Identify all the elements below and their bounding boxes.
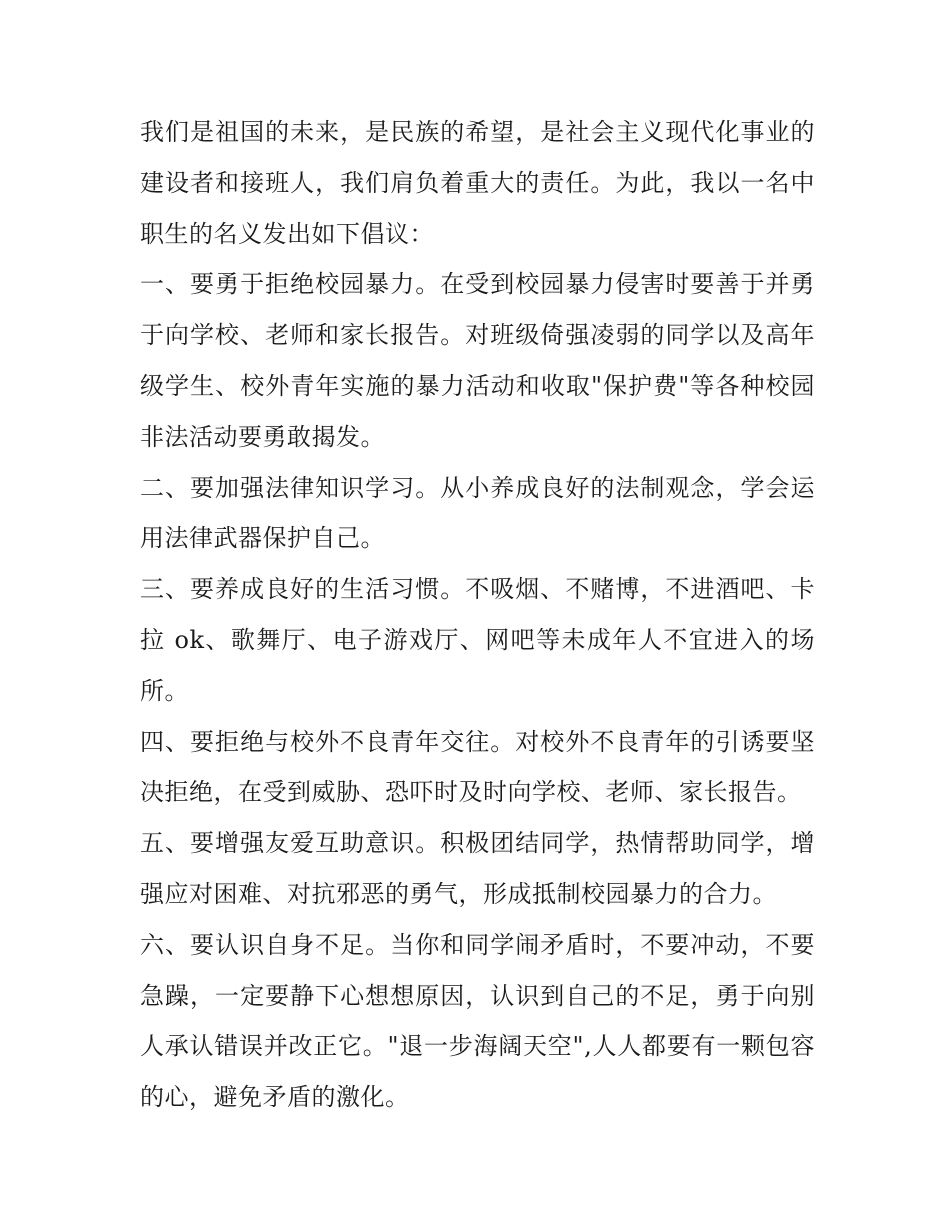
paragraph-point-3: 三、要养成良好的生活习惯。不吸烟、不赌博，不进酒吧、卡拉 ok、歌舞厅、电子游戏厅、网吧等未成年人不宜进入的场所。	[140, 575, 815, 705]
paragraph-point-1: 一、要勇于拒绝校园暴力。在受到校园暴力侵害时要善于并勇于向学校、老师和家长报告。对班级倚强凌弱的同学以及高年级学生、校外青年实施的暴力活动和收取"保护费"等各种校园非法活动要勇敢揭发。	[140, 270, 815, 451]
paragraph-point-6: 六、要认识自身不足。当你和同学闹矛盾时，不要冲动，不要急躁，一定要静下心想想原因，认识到自己的不足，勇于向别人承认错误并改正它。"退一步海阔天空",人人都要有一颗包容的心，避免矛盾的激化。	[140, 930, 815, 1112]
paragraph-point-4: 四、要拒绝与校外不良青年交往。对校外不良青年的引诱要坚决拒绝，在受到威胁、恐吓时及时向学校、老师、家长报告。	[140, 727, 815, 807]
paragraph-point-5: 五、要增强友爱互助意识。积极团结同学，热情帮助同学，增强应对困难、对抗邪恶的勇气，形成抵制校园暴力的合力。	[140, 829, 815, 908]
paragraph-intro: 我们是祖国的未来，是民族的希望，是社会主义现代化事业的建设者和接班人，我们肩负着重大的责任。为此，我以一名中职生的名义发出如下倡议：	[140, 118, 815, 248]
document-body	[140, 107, 815, 1123]
paragraph-point-2: 二、要加强法律知识学习。从小养成良好的法制观念，学会运用法律武器保护自己。	[140, 473, 815, 553]
